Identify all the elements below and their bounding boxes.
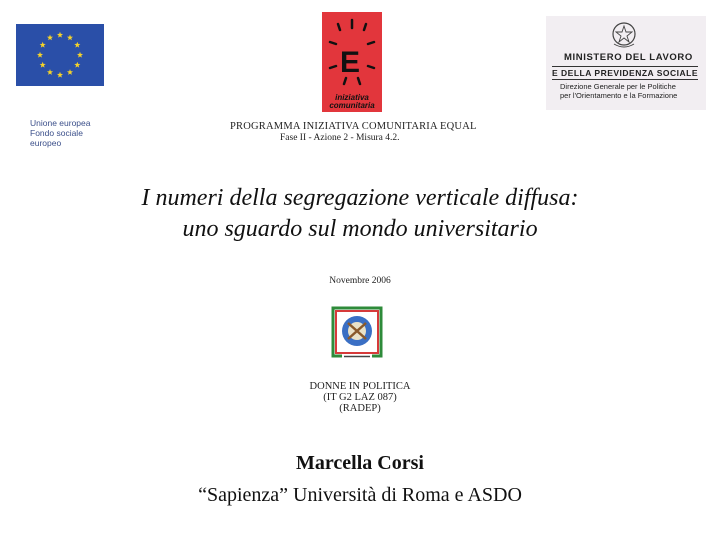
presentation-date: Novembre 2006: [329, 276, 391, 286]
ministry-direction: [560, 82, 677, 100]
eu-caption-line: Unione europea: [30, 118, 91, 128]
project-code: (IT G2 LAZ 087): [323, 392, 397, 403]
eu-logo: [14, 24, 106, 148]
eu-flag-icon: [16, 24, 104, 86]
ministry-direction-line: Direzione Generale per le Politiche: [560, 82, 676, 91]
title-line: I numeri della segregazione verticale diffusa:: [141, 185, 579, 211]
project-name: DONNE IN POLITICA: [309, 381, 411, 392]
equal-logo: [322, 12, 382, 112]
programme-phase: Fase II - Azione 2 - Misura 4.2.: [280, 133, 400, 143]
project-info: [0, 381, 720, 414]
ministry-logo: [546, 16, 706, 110]
author-affiliation: “Sapienza” Università di Roma e ASDO: [198, 484, 522, 506]
italian-republic-emblem-icon: [610, 20, 638, 50]
presentation-title: [0, 183, 720, 245]
project-acronym: (RADEP): [339, 403, 381, 414]
ministry-name: MINISTERO DEL LAVORO: [564, 52, 693, 63]
eu-caption-line: Fondo sociale europeo: [30, 128, 83, 148]
equal-caption: [324, 94, 380, 110]
ministry-subname: E DELLA PREVIDENZA SOCIALE: [552, 68, 699, 78]
author-name: Marcella Corsi: [296, 452, 424, 474]
programme-name: PROGRAMMA INIZIATIVA COMUNITARIA EQUAL: [230, 121, 477, 132]
donne-in-politica-emblem-icon: [330, 305, 384, 361]
title-line: uno sguardo sul mondo universitario: [182, 216, 538, 242]
equal-letter: E: [340, 46, 361, 79]
ministry-direction-line: per l'Orientamento e la Formazione: [560, 91, 678, 100]
equal-caption-line: comunitaria: [329, 101, 375, 110]
eu-caption: [30, 118, 106, 148]
equal-caption-line: iniziativa: [335, 93, 369, 102]
